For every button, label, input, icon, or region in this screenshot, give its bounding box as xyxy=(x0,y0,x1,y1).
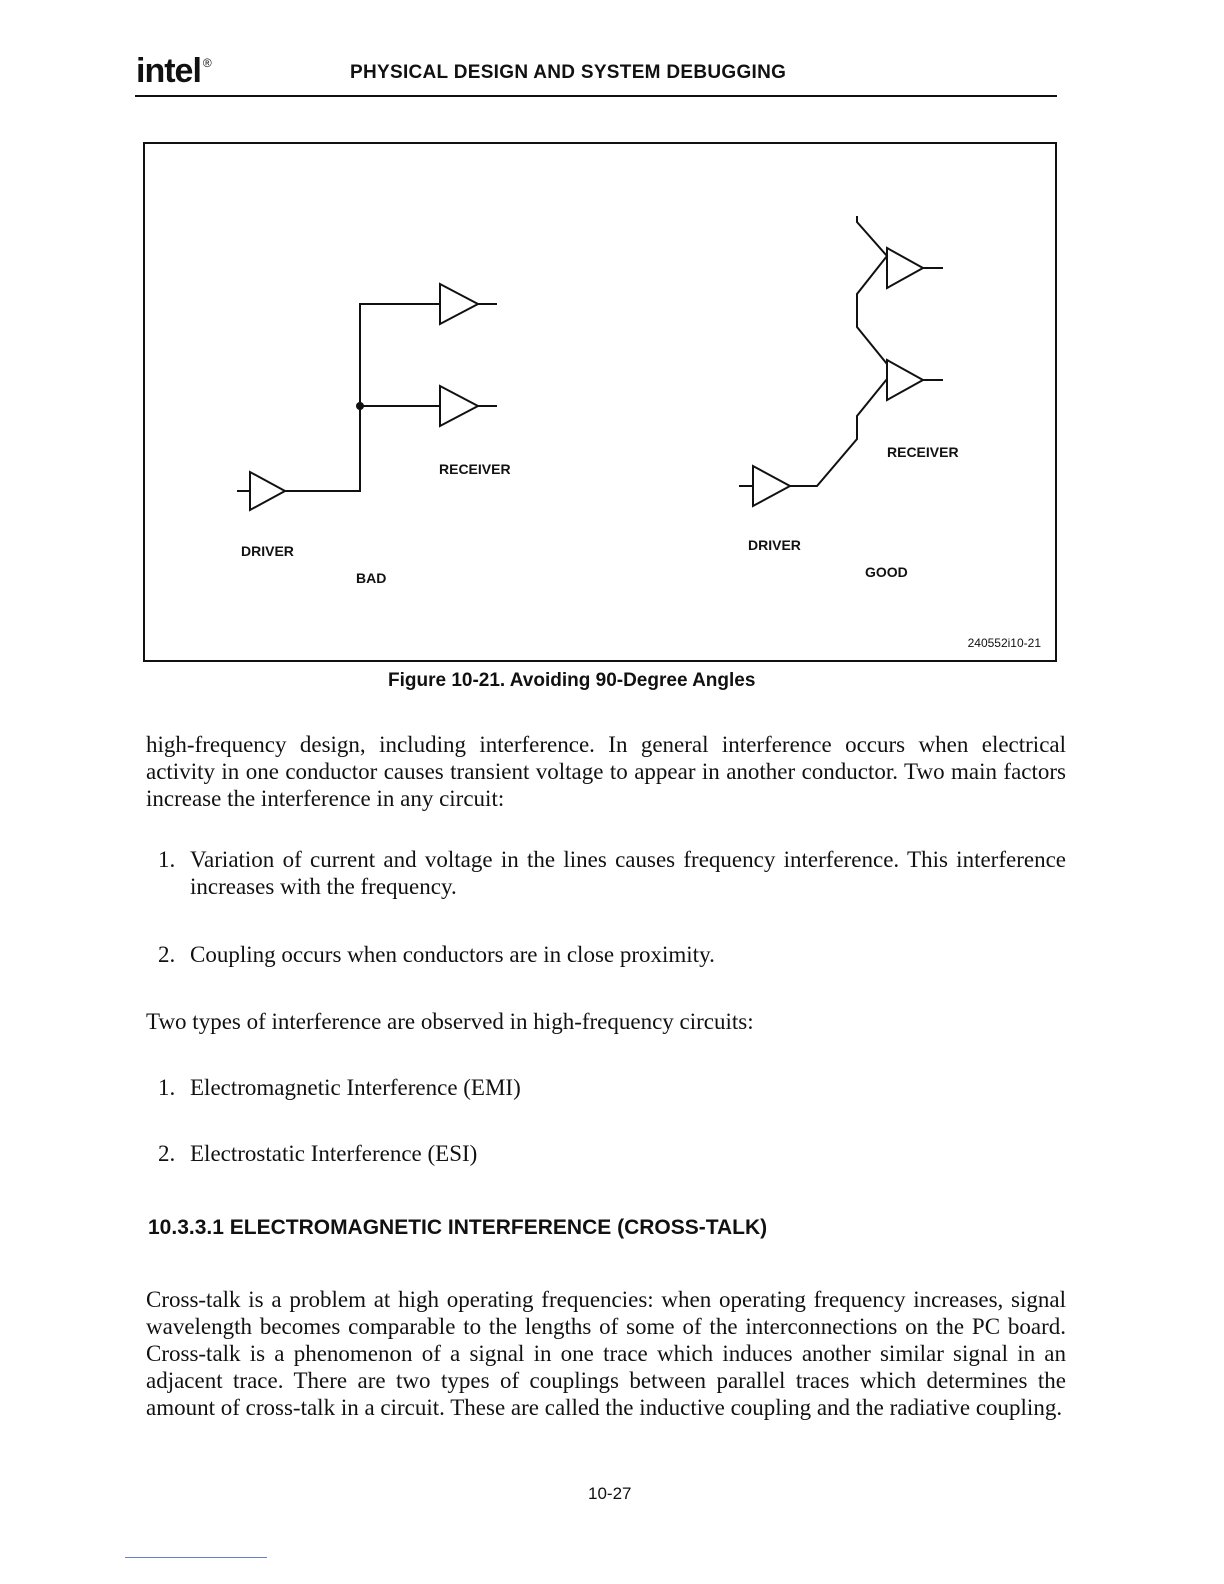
list-text: Coupling occurs when conductors are in close proximity. xyxy=(190,942,715,967)
logo-wordmark: intel xyxy=(136,52,201,90)
figure-caption: Figure 10-21. Avoiding 90-Degree Angles xyxy=(388,670,756,691)
page-number: 10-27 xyxy=(588,1484,632,1503)
list-number: 1. xyxy=(158,847,176,872)
bad-receiver-buffer-icon xyxy=(440,284,497,324)
header-rule xyxy=(135,95,1057,97)
bad-trace-90-degree xyxy=(285,304,440,491)
list-item xyxy=(158,1140,1066,1167)
good-driver-buffer-icon xyxy=(739,466,790,506)
bad-driver-buffer-icon xyxy=(237,472,285,510)
good-receiver-buffer-icon xyxy=(887,360,943,400)
paragraph-cross-talk: Cross-talk is a problem at high operating frequencies: when operating frequency increases, signal wavelength becomes comparable to the lengths of some of the interconnections on the PC board. Cross-talk is a phenomenon of a signal in one trace which induces another similar signal in an adjacent trace. There are two types of couplings between parallel traces which determines the amount of cross-talk in a circuit. These are called the inductive coupling and the radiative coupling. xyxy=(146,1287,1066,1420)
circuit-diagram xyxy=(145,144,1059,664)
list-number: 1. xyxy=(158,1075,176,1100)
good-trace-45-degree xyxy=(790,216,887,486)
list-item xyxy=(158,941,1066,968)
figure-id: 240552i10-21 xyxy=(967,636,1041,650)
paragraph-interference-types: Two types of interference are observed in high-frequency circuits: xyxy=(146,1009,754,1034)
bad-receiver-label: RECEIVER xyxy=(439,461,511,477)
list-text: Electromagnetic Interference (EMI) xyxy=(190,1075,521,1100)
bad-driver-label: DRIVER xyxy=(241,543,294,559)
footer-rule xyxy=(125,1557,267,1558)
bad-receiver-buffer-icon xyxy=(440,386,497,426)
list-number: 2. xyxy=(158,1141,176,1166)
running-head: PHYSICAL DESIGN AND SYSTEM DEBUGGING xyxy=(350,62,787,83)
list-number: 2. xyxy=(158,942,176,967)
bad-verdict-label: BAD xyxy=(356,570,387,586)
list-item xyxy=(158,846,1066,900)
list-text: Variation of current and voltage in the lines causes frequency interference. This interference increases with the frequency. xyxy=(190,847,1066,899)
good-receiver-label: RECEIVER xyxy=(887,444,959,460)
intel-logo xyxy=(136,52,209,91)
figure-90-degree-angles xyxy=(143,142,1057,662)
good-driver-label: DRIVER xyxy=(748,537,801,553)
paragraph-interference-intro: high-frequency design, including interference. In general interference occurs when electrical activity in one conductor causes transient voltage to appear in another conductor. Two main factors increase the interference in any circuit: xyxy=(146,732,1066,811)
good-verdict-label: GOOD xyxy=(865,564,908,580)
list-item xyxy=(158,1074,1066,1101)
good-receiver-buffer-icon xyxy=(887,248,943,288)
section-heading: 10.3.3.1 ELECTROMAGNETIC INTERFERENCE (CROSS-TALK) xyxy=(148,1216,768,1239)
bad-junction-dot xyxy=(357,403,363,409)
registered-mark: ® xyxy=(202,56,211,70)
list-text: Electrostatic Interference (ESI) xyxy=(190,1141,478,1166)
